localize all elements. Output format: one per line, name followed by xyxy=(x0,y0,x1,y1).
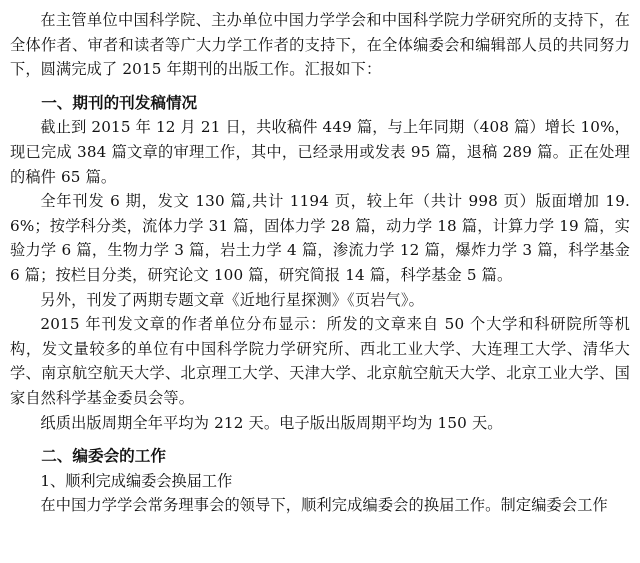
board-reelection-paragraph: 在中国力学学会常务理事会的领导下，顺利完成编委会的换届工作。制定编委会工作 xyxy=(40,496,608,515)
section-heading-editorial-board: 二、编委会的工作 xyxy=(41,447,166,466)
intro-paragraph: 在主管单位中国科学院、主办单位中国力学学会和中国科学院力学研究所的支持下，在全体作者、审者和读者等广大力学工作者的支持下，在全体编委会和编辑部人员的共同努力下，圆满完成了 2015 年期刊的出版工作。汇报如下： xyxy=(10,11,630,79)
section-heading-publication: 一、期刊的刊发稿情况 xyxy=(41,93,198,112)
author-distribution-paragraph: 2015 年刊发文章的作者单位分布显示：所发的文章来自 50 个大学和科研院所等机构，发文量较多的单位有中国科学院力学研究所、西北工业大学、大连理工大学、清华大学、南京航空航天大学、北京理工大学、天津大学、北京航空航天大学、北京工业大学、国家自然科学基金委员会等。 xyxy=(10,315,630,407)
special-issues-paragraph: 另外，刊发了两期专题文章《近地行星探测》《页岩气》。 xyxy=(40,290,424,309)
subsection-heading-board-reelection: 1、顺利完成编委会换届工作 xyxy=(40,471,233,490)
publication-cycle-paragraph: 纸质出版周期全年平均为 212 天。电子版出版周期平均为 150 天。 xyxy=(40,413,503,432)
issues-paragraph: 全年刊发 6 期，发文 130 篇,共计 1194 页，较上年（共计 998 页）版面增加 19.6%；按学科分类，流体力学 31 篇，固体力学 28 篇，动力学 18 篇，计算力学 19 篇，实验力学 6 篇，生物力学 3 篇，岩土力学 4 篇，渗流力学 12 篇，爆炸力学 3 篇，科学基金 6 篇；按栏目分类，研究论文 100 篇，研究简报 14 篇，科学基金 5 篇。 xyxy=(10,192,630,284)
submission-paragraph: 截止到 2015 年 12 月 21 日，共收稿件 449 篇，与上年同期（408 篇）增长 10%，现已完成 384 篇文章的审理工作，其中，已经录用或发表 95 篇，退稿 289 篇。正在处理的稿件 65 篇。 xyxy=(10,118,630,186)
